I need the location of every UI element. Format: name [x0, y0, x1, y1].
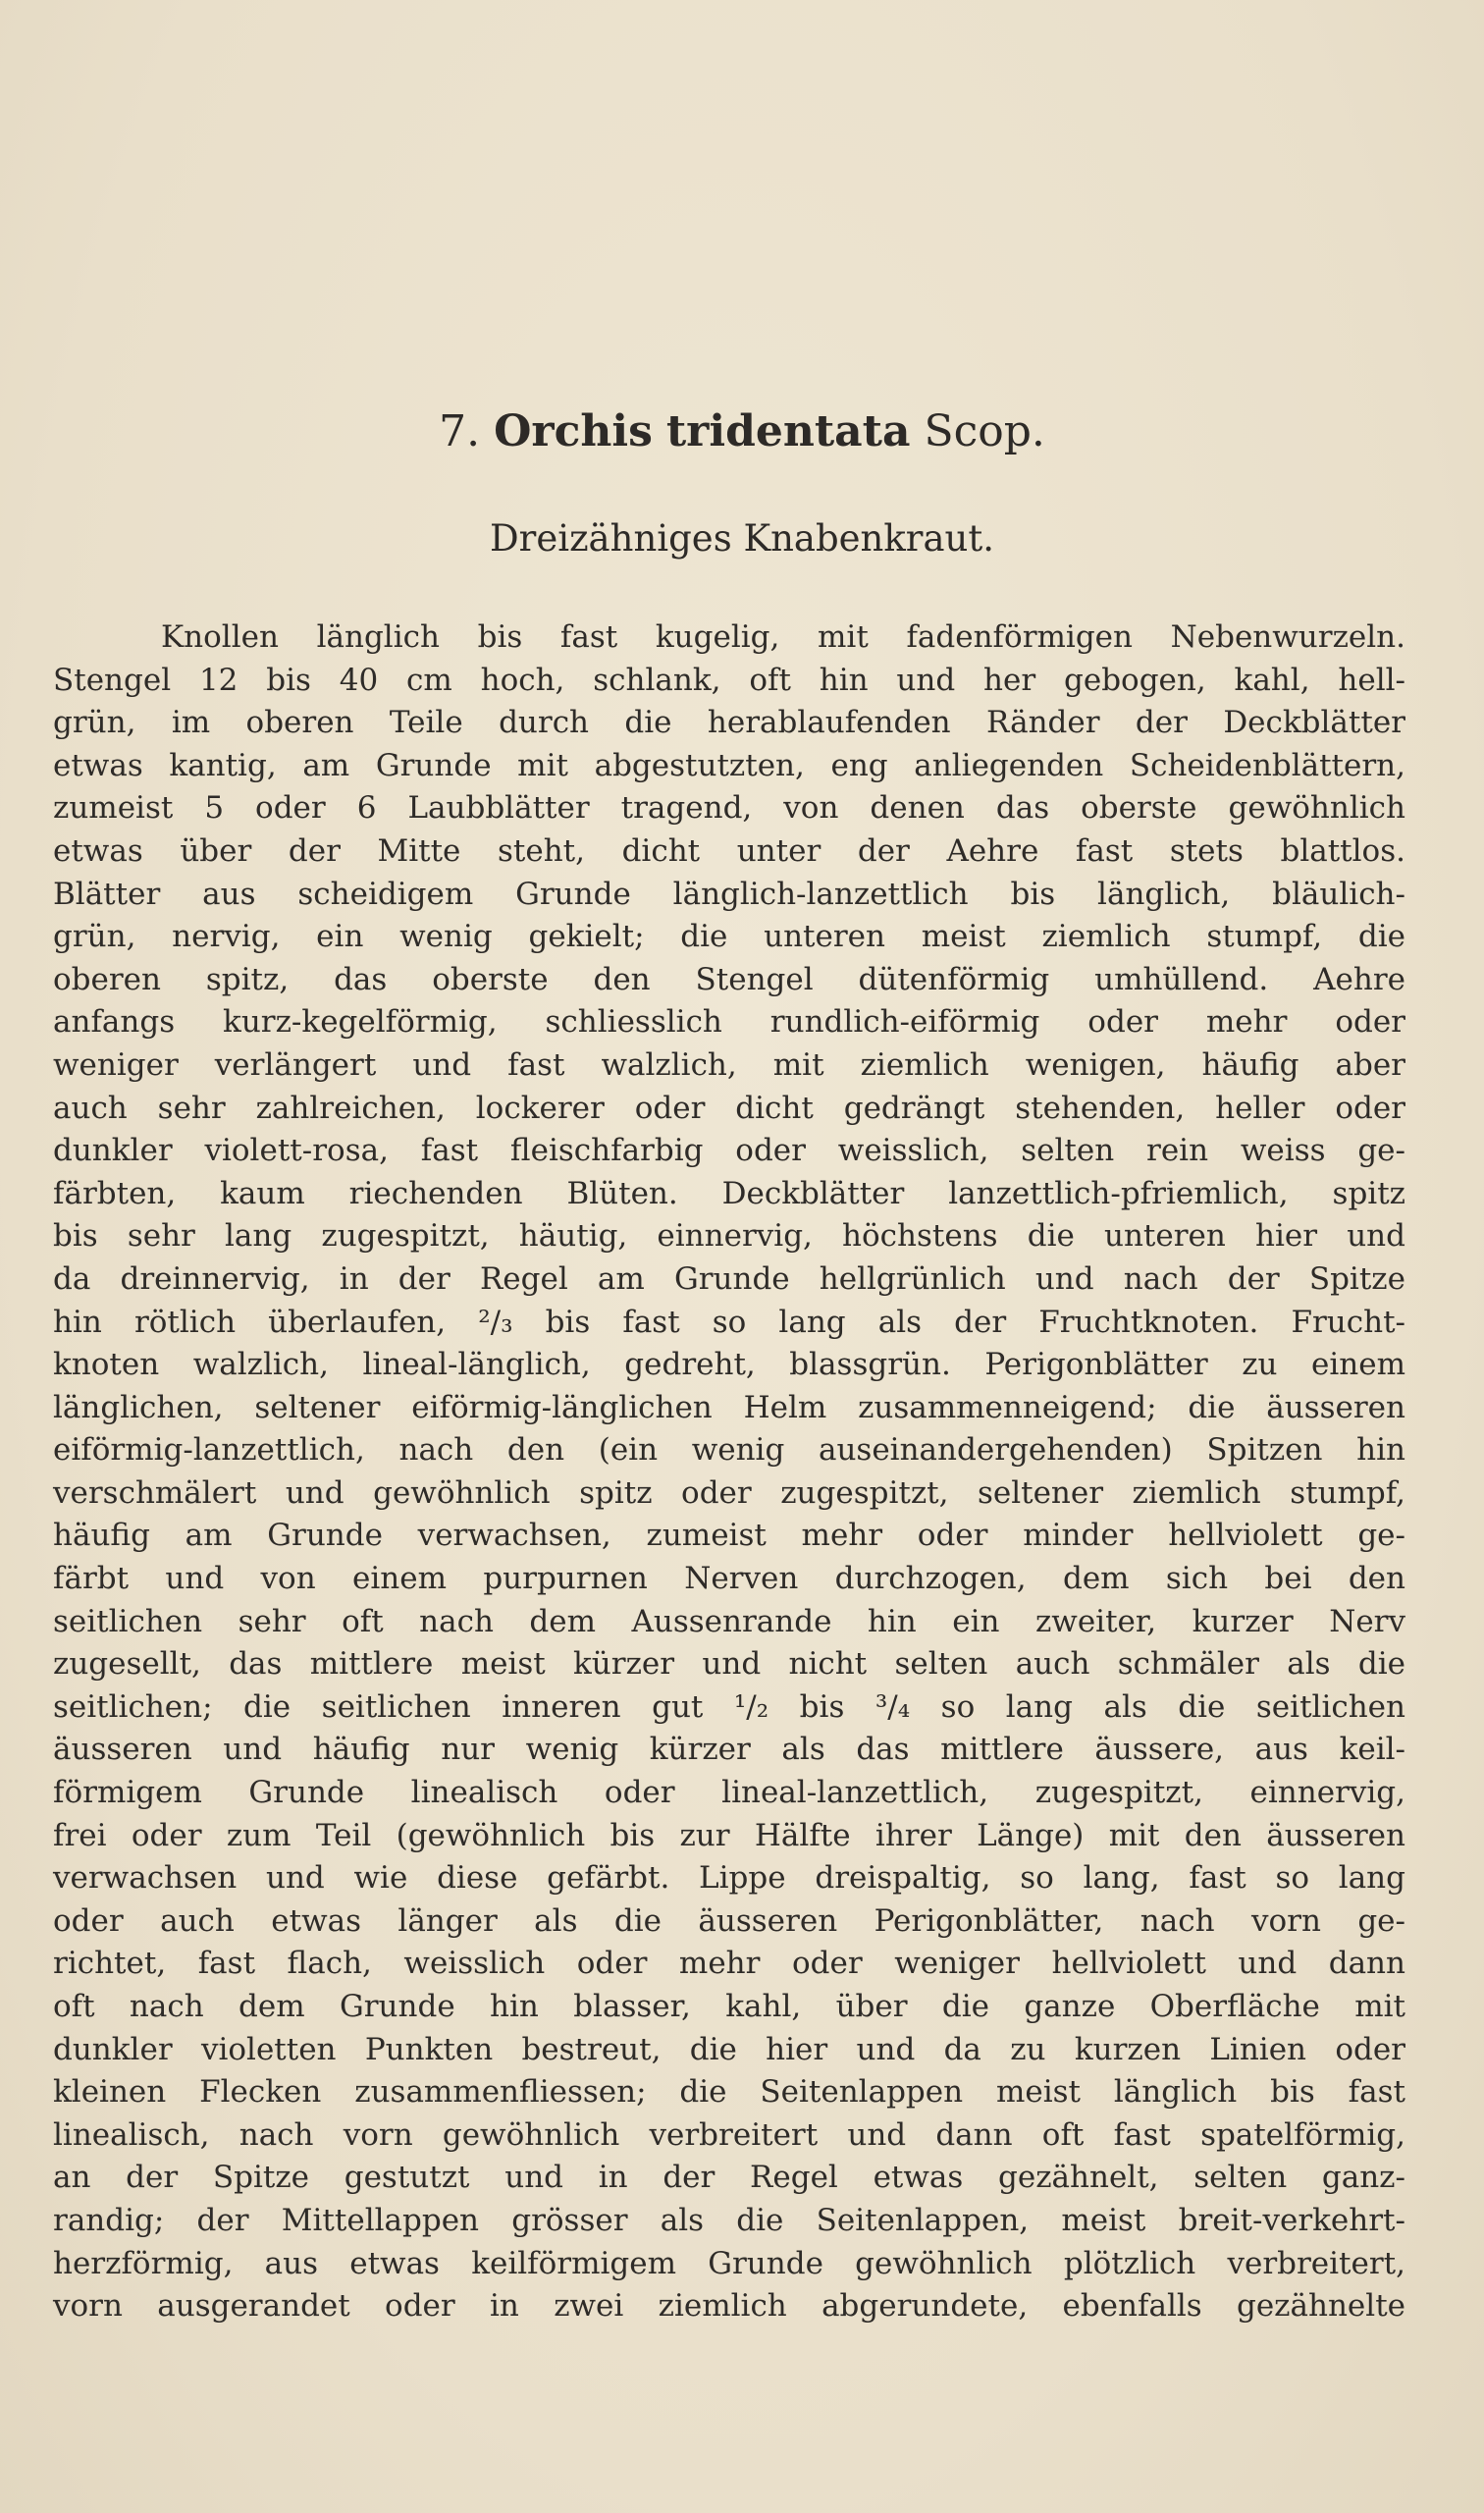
text-line: grün, nervig, ein wenig gekielt; die unteren meist ziemlich stumpf, die: [53, 919, 1405, 955]
species-heading: [0, 404, 1484, 459]
text-line: frei oder zum Teil (gewöhnlich bis zur Hälfte ihrer Länge) mit den äusseren: [53, 1817, 1405, 1853]
text-line: förmigem Grunde linealisch oder lineal-lanzettlich, zugespitzt, einnervig,: [53, 1775, 1405, 1811]
text-line: färbt und von einem purpurnen Nerven durchzogen, dem sich bei den: [53, 1561, 1405, 1597]
text-line: auch sehr zahlreichen, lockerer oder dicht gedrängt stehenden, heller oder: [53, 1090, 1405, 1126]
species-epithet: tridentata: [665, 406, 911, 456]
text-line: etwas über der Mitte steht, dicht unter der Aehre fast stets blattlos.: [53, 832, 1405, 869]
text-line: zumeist 5 oder 6 Laubblätter tragend, von denen das oberste gewöhnlich: [53, 790, 1405, 827]
text-line: grün, im oberen Teile durch die herablaufenden Ränder der Deckblätter: [53, 705, 1405, 741]
text-line: dunkler violetten Punkten bestreut, die hier und da zu kurzen Linien oder: [53, 2031, 1405, 2067]
text-line: länglichen, seltener eiförmig-länglichen Helm zusammenneigend; die äusseren: [53, 1389, 1405, 1425]
text-line: linealisch, nach vorn gewöhnlich verbreitert und dann oft fast spatelförmig,: [53, 2116, 1405, 2153]
text-line: färbten, kaum riechenden Blüten. Deckblätter lanzettlich-pfriemlich, spitz: [53, 1175, 1405, 1211]
text-line: randig; der Mittellappen grösser als die Seitenlappen, meist breit-verkehrt-: [53, 2202, 1405, 2238]
text-line: verschmälert und gewöhnlich spitz oder zugespitzt, seltener ziemlich stumpf,: [53, 1474, 1405, 1511]
text-line: vorn ausgerandet oder in zwei ziemlich abgerundete, ebenfalls gezähnelte: [53, 2288, 1405, 2325]
genus-name: Orchis: [494, 406, 653, 456]
text-line: hin rötlich überlaufen, ²/₃ bis fast so lang als der Fruchtknoten. Frucht-: [53, 1304, 1405, 1340]
text-line: zugesellt, das mittlere meist kürzer und nicht selten auch schmäler als die: [53, 1646, 1405, 1683]
text-line: Knollen länglich bis fast kugelig, mit fadenförmigen Nebenwurzeln.: [161, 619, 1405, 655]
text-line: anfangs kurz-kegelförmig, schliesslich rundlich-eiförmig oder mehr oder: [53, 1004, 1405, 1041]
text-line: dunkler violett-rosa, fast fleischfarbig oder weisslich, selten rein weiss ge-: [53, 1133, 1405, 1169]
text-line: häufig am Grunde verwachsen, zumeist mehr oder minder hellviolett ge-: [53, 1518, 1405, 1554]
text-line: oberen spitz, das oberste den Stengel dütenförmig umhüllend. Aehre: [53, 961, 1405, 997]
text-line: da dreinnervig, in der Regel am Grunde hellgrünlich und nach der Spitze: [53, 1260, 1405, 1297]
text-line: eiförmig-lanzettlich, nach den (ein wenig auseinandergehenden) Spitzen hin: [53, 1432, 1405, 1469]
text-line: kleinen Flecken zusammenfliessen; die Seitenlappen meist länglich bis fast: [53, 2074, 1405, 2111]
author-abbreviation: Scop.: [924, 406, 1045, 456]
text-line: Blätter aus scheidigem Grunde länglich-lanzettlich bis länglich, bläulich-: [53, 876, 1405, 912]
text-line: äusseren und häufig nur wenig kürzer als das mittlere äussere, aus keil-: [53, 1732, 1405, 1768]
species-number: 7.: [439, 406, 481, 456]
description-paragraph: [53, 616, 1405, 2328]
text-line: an der Spitze gestutzt und in der Regel etwas gezähnelt, selten ganz-: [53, 2160, 1405, 2196]
text-line: herzförmig, aus etwas keilförmigem Grunde gewöhnlich plötzlich verbreitert,: [53, 2245, 1405, 2281]
text-line: oft nach dem Grunde hin blasser, kahl, über die ganze Oberfläche mit: [53, 1989, 1405, 2024]
text-line: knoten walzlich, lineal-länglich, gedreht, blassgrün. Perigonblätter zu einem: [53, 1347, 1405, 1383]
text-line: weniger verlängert und fast walzlich, mit ziemlich wenigen, häufig aber: [53, 1046, 1405, 1083]
text-line: verwachsen und wie diese gefärbt. Lippe dreispaltig, so lang, fast so lang: [53, 1860, 1405, 1897]
text-line: oder auch etwas länger als die äusseren Perigonblätter, nach vorn ge-: [53, 1902, 1405, 1939]
text-line: seitlichen sehr oft nach dem Aussenrande hin ein zweiter, kurzer Nerv: [53, 1603, 1405, 1639]
text-line: bis sehr lang zugespitzt, häutig, einnervig, höchstens die unteren hier und: [53, 1218, 1405, 1255]
common-name: Dreizähniges Knabenkraut.: [489, 517, 995, 560]
text-line: seitlichen; die seitlichen inneren gut ¹/₂ bis ³/₄ so lang als die seitlichen: [53, 1688, 1405, 1725]
text-line: etwas kantig, am Grunde mit abgestutzten, eng anliegenden Scheidenblättern,: [53, 747, 1405, 783]
text-line: Stengel 12 bis 40 cm hoch, schlank, oft hin und her gebogen, kahl, hell-: [53, 662, 1405, 698]
text-line: richtet, fast flach, weisslich oder mehr oder weniger hellviolett und dann: [53, 1946, 1405, 1982]
